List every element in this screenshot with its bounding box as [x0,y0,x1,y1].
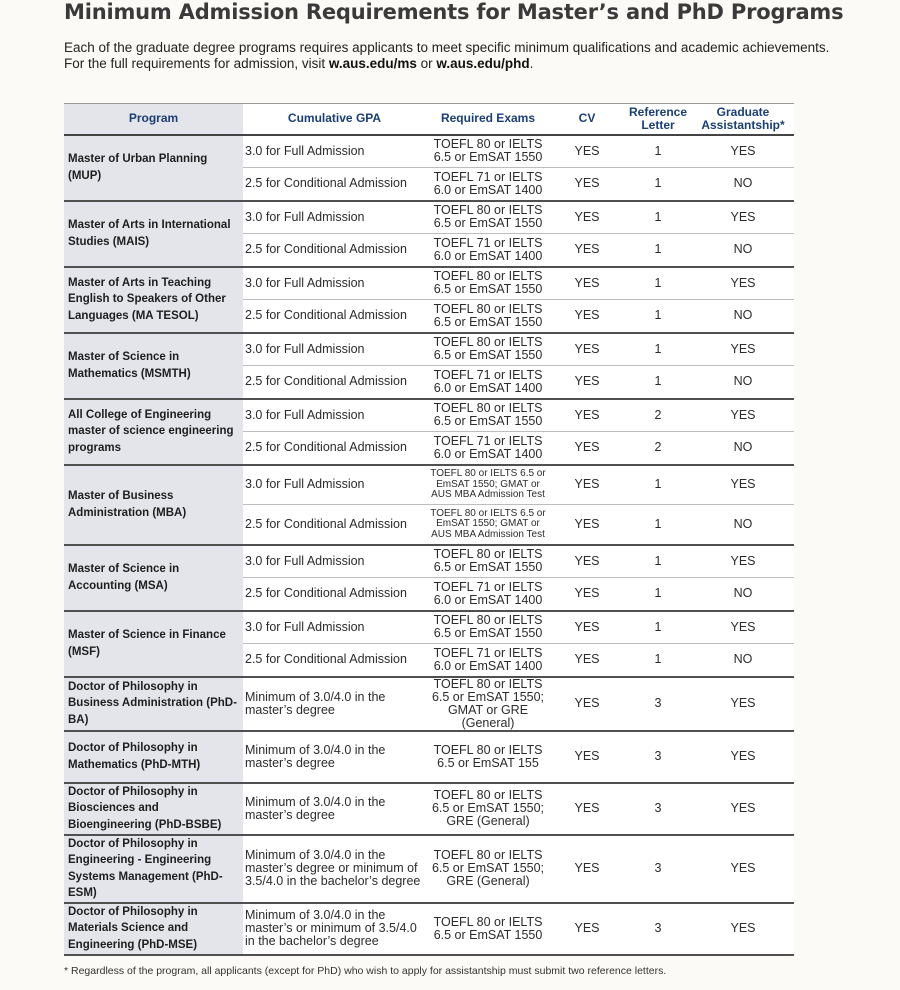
header-required-exams: Required Exams [426,104,550,135]
graduate-assistantship-cell: YES [692,835,794,903]
reference-letter-cell: 1 [624,234,692,267]
cumulative-gpa-cell: 2.5 for Conditional Admission [243,366,426,399]
required-exams-cell: TOEFL 80 or IELTS 6.5 or EmSAT 1550; GRE (General) [426,783,550,835]
table-row [64,611,794,644]
required-exams-cell: TOEFL 80 or IELTS 6.5 or EmSAT 1550; GMAT or AUS MBA Admission Test [426,505,550,545]
graduate-assistantship-cell: YES [692,399,794,432]
ms-link[interactable]: w.aus.edu/ms [328,55,417,71]
cv-cell: YES [550,644,624,677]
table-row [64,135,794,168]
cumulative-gpa-cell: 2.5 for Conditional Admission [243,644,426,677]
graduate-assistantship-cell: YES [692,731,794,783]
cumulative-gpa-cell: 3.0 for Full Admission [243,267,426,300]
cumulative-gpa-cell: 2.5 for Conditional Admission [243,432,426,465]
graduate-assistantship-cell: YES [692,611,794,644]
required-exams-cell: TOEFL 71 or IELTS 6.0 or EmSAT 1400 [426,644,550,677]
reference-letter-cell: 1 [624,465,692,505]
cv-cell: YES [550,267,624,300]
table-row [64,903,794,955]
program-name-cell: Doctor of Philosophy in Biosciences and Bioengineering (PhD-BSBE) [64,783,243,835]
intro-line-2 [64,56,844,72]
cv-cell: YES [550,505,624,545]
program-name-cell: Master of Business Administration (MBA) [64,465,243,545]
reference-letter-cell: 1 [624,611,692,644]
intro-paragraph [64,40,844,71]
graduate-assistantship-cell: NO [692,234,794,267]
cumulative-gpa-cell: 2.5 for Conditional Admission [243,505,426,545]
cumulative-gpa-cell: 3.0 for Full Admission [243,135,426,168]
cumulative-gpa-cell: 3.0 for Full Admission [243,399,426,432]
required-exams-cell: TOEFL 71 or IELTS 6.0 or EmSAT 1400 [426,432,550,465]
program-name-cell: Doctor of Philosophy in Engineering - Engineering Systems Management (PhD-ESM) [64,835,243,903]
program-name-cell: Master of Science in Mathematics (MSMTH) [64,333,243,399]
reference-letter-cell: 1 [624,644,692,677]
reference-letter-cell: 1 [624,168,692,201]
program-name-cell: Doctor of Philosophy in Business Administration (PhD-BA) [64,677,243,731]
required-exams-cell: TOEFL 80 or IELTS 6.5 or EmSAT 1550 [426,903,550,955]
graduate-assistantship-cell: YES [692,783,794,835]
header-cumulative-gpa: Cumulative GPA [243,104,426,135]
required-exams-cell: TOEFL 80 or IELTS 6.5 or EmSAT 1550 [426,611,550,644]
table-row [64,267,794,300]
page-title: Minimum Admission Requirements for Master’s and PhD Programs [64,0,844,24]
table-header-row [64,104,794,135]
cumulative-gpa-cell: 3.0 for Full Admission [243,611,426,644]
graduate-assistantship-cell: NO [692,300,794,333]
graduate-assistantship-cell: NO [692,644,794,677]
table-row [64,333,794,366]
table-row [64,545,794,578]
graduate-assistantship-cell: YES [692,267,794,300]
required-exams-cell: TOEFL 80 or IELTS 6.5 or EmSAT 155 [426,731,550,783]
reference-letter-cell: 2 [624,432,692,465]
cv-cell: YES [550,578,624,611]
required-exams-cell: TOEFL 80 or IELTS 6.5 or EmSAT 1550 [426,545,550,578]
table-body [64,135,794,955]
graduate-assistantship-cell: YES [692,903,794,955]
cv-cell: YES [550,677,624,731]
graduate-assistantship-cell: YES [692,545,794,578]
table-row [64,399,794,432]
program-name-cell: Master of Arts in Teaching English to Speakers of Other Languages (MA TESOL) [64,267,243,333]
program-name-cell: Doctor of Philosophy in Mathematics (PhD-MTH) [64,731,243,783]
graduate-assistantship-cell: NO [692,366,794,399]
program-name-cell: Master of Science in Accounting (MSA) [64,545,243,611]
cv-cell: YES [550,835,624,903]
table-row [64,783,794,835]
graduate-assistantship-cell: YES [692,201,794,234]
reference-letter-cell: 1 [624,267,692,300]
required-exams-cell: TOEFL 80 or IELTS 6.5 or EmSAT 1550 [426,399,550,432]
cv-cell: YES [550,432,624,465]
header-graduate-assistantship: Graduate Assistantship* [692,104,794,135]
cv-cell: YES [550,731,624,783]
cv-cell: YES [550,611,624,644]
required-exams-cell: TOEFL 71 or IELTS 6.0 or EmSAT 1400 [426,168,550,201]
required-exams-cell: TOEFL 71 or IELTS 6.0 or EmSAT 1400 [426,578,550,611]
table-row [64,677,794,731]
graduate-assistantship-cell: NO [692,432,794,465]
cumulative-gpa-cell: Minimum of 3.0/4.0 in the master’s degree [243,677,426,731]
intro-line-2-suffix: . [529,55,534,71]
required-exams-cell: TOEFL 80 or IELTS 6.5 or EmSAT 1550 [426,201,550,234]
reference-letter-cell: 3 [624,903,692,955]
header-reference-letter: Reference Letter [624,104,692,135]
cv-cell: YES [550,465,624,505]
reference-letter-cell: 1 [624,300,692,333]
table-row [64,835,794,903]
cv-cell: YES [550,366,624,399]
cumulative-gpa-cell: Minimum of 3.0/4.0 in the master’s or minimum of 3.5/4.0 in the bachelor’s degree [243,903,426,955]
cv-cell: YES [550,399,624,432]
cv-cell: YES [550,333,624,366]
required-exams-cell: TOEFL 80 or IELTS 6.5 or EmSAT 1550; GMAT or AUS MBA Admission Test [426,465,550,505]
program-name-cell: Master of Arts in International Studies (MAIS) [64,201,243,267]
cv-cell: YES [550,135,624,168]
program-name-cell: Doctor of Philosophy in Materials Science and Engineering (PhD-MSE) [64,903,243,955]
reference-letter-cell: 3 [624,731,692,783]
required-exams-cell: TOEFL 80 or IELTS 6.5 or EmSAT 1550 [426,333,550,366]
reference-letter-cell: 1 [624,201,692,234]
cv-cell: YES [550,300,624,333]
cumulative-gpa-cell: 2.5 for Conditional Admission [243,168,426,201]
cumulative-gpa-cell: Minimum of 3.0/4.0 in the master’s degree [243,783,426,835]
graduate-assistantship-cell: NO [692,578,794,611]
cv-cell: YES [550,234,624,267]
required-exams-cell: TOEFL 80 or IELTS 6.5 or EmSAT 1550 [426,267,550,300]
required-exams-cell: TOEFL 80 or IELTS 6.5 or EmSAT 1550; GRE (General) [426,835,550,903]
reference-letter-cell: 3 [624,783,692,835]
cv-cell: YES [550,545,624,578]
required-exams-cell: TOEFL 80 or IELTS 6.5 or EmSAT 1550; GMAT or GRE (General) [426,677,550,731]
footnote: * Regardless of the program, all applicants (except for PhD) who wish to apply for assistantship must submit two reference letters. [64,965,667,977]
requirements-table [64,103,794,956]
graduate-assistantship-cell: NO [692,168,794,201]
phd-link[interactable]: w.aus.edu/phd [436,55,530,71]
cumulative-gpa-cell: 3.0 for Full Admission [243,333,426,366]
required-exams-cell: TOEFL 71 or IELTS 6.0 or EmSAT 1400 [426,366,550,399]
reference-letter-cell: 1 [624,505,692,545]
cv-cell: YES [550,168,624,201]
graduate-assistantship-cell: YES [692,135,794,168]
header-program: Program [64,104,243,135]
cumulative-gpa-cell: 2.5 for Conditional Admission [243,234,426,267]
reference-letter-cell: 3 [624,677,692,731]
cumulative-gpa-cell: 3.0 for Full Admission [243,545,426,578]
cv-cell: YES [550,201,624,234]
reference-letter-cell: 1 [624,366,692,399]
reference-letter-cell: 1 [624,333,692,366]
cumulative-gpa-cell: Minimum of 3.0/4.0 in the master’s degree or minimum of 3.5/4.0 in the bachelor’s degree [243,835,426,903]
required-exams-cell: TOEFL 80 or IELTS 6.5 or EmSAT 1550 [426,135,550,168]
cumulative-gpa-cell: 2.5 for Conditional Admission [243,578,426,611]
reference-letter-cell: 1 [624,545,692,578]
graduate-assistantship-cell: YES [692,677,794,731]
table-row [64,465,794,505]
intro-line-1: Each of the graduate degree programs requires applicants to meet specific minimum qualifications and academic achievements. [64,40,830,55]
cv-cell: YES [550,783,624,835]
program-name-cell: Master of Urban Planning (MUP) [64,135,243,201]
cumulative-gpa-cell: 3.0 for Full Admission [243,465,426,505]
reference-letter-cell: 3 [624,835,692,903]
graduate-assistantship-cell: YES [692,465,794,505]
program-name-cell: Master of Science in Finance (MSF) [64,611,243,677]
program-name-cell: All College of Engineering master of science engineering programs [64,399,243,465]
cumulative-gpa-cell: 2.5 for Conditional Admission [243,300,426,333]
reference-letter-cell: 2 [624,399,692,432]
table-row [64,731,794,783]
cv-cell: YES [550,903,624,955]
header-cv: CV [550,104,624,135]
graduate-assistantship-cell: NO [692,505,794,545]
required-exams-cell: TOEFL 80 or IELTS 6.5 or EmSAT 1550 [426,300,550,333]
cumulative-gpa-cell: 3.0 for Full Admission [243,201,426,234]
intro-or-text: or [416,55,437,71]
intro-line-2-prefix: For the full requirements for admission, visit [64,55,329,71]
required-exams-cell: TOEFL 71 or IELTS 6.0 or EmSAT 1400 [426,234,550,267]
table-row [64,201,794,234]
graduate-assistantship-cell: YES [692,333,794,366]
reference-letter-cell: 1 [624,578,692,611]
cumulative-gpa-cell: Minimum of 3.0/4.0 in the master’s degree [243,731,426,783]
reference-letter-cell: 1 [624,135,692,168]
